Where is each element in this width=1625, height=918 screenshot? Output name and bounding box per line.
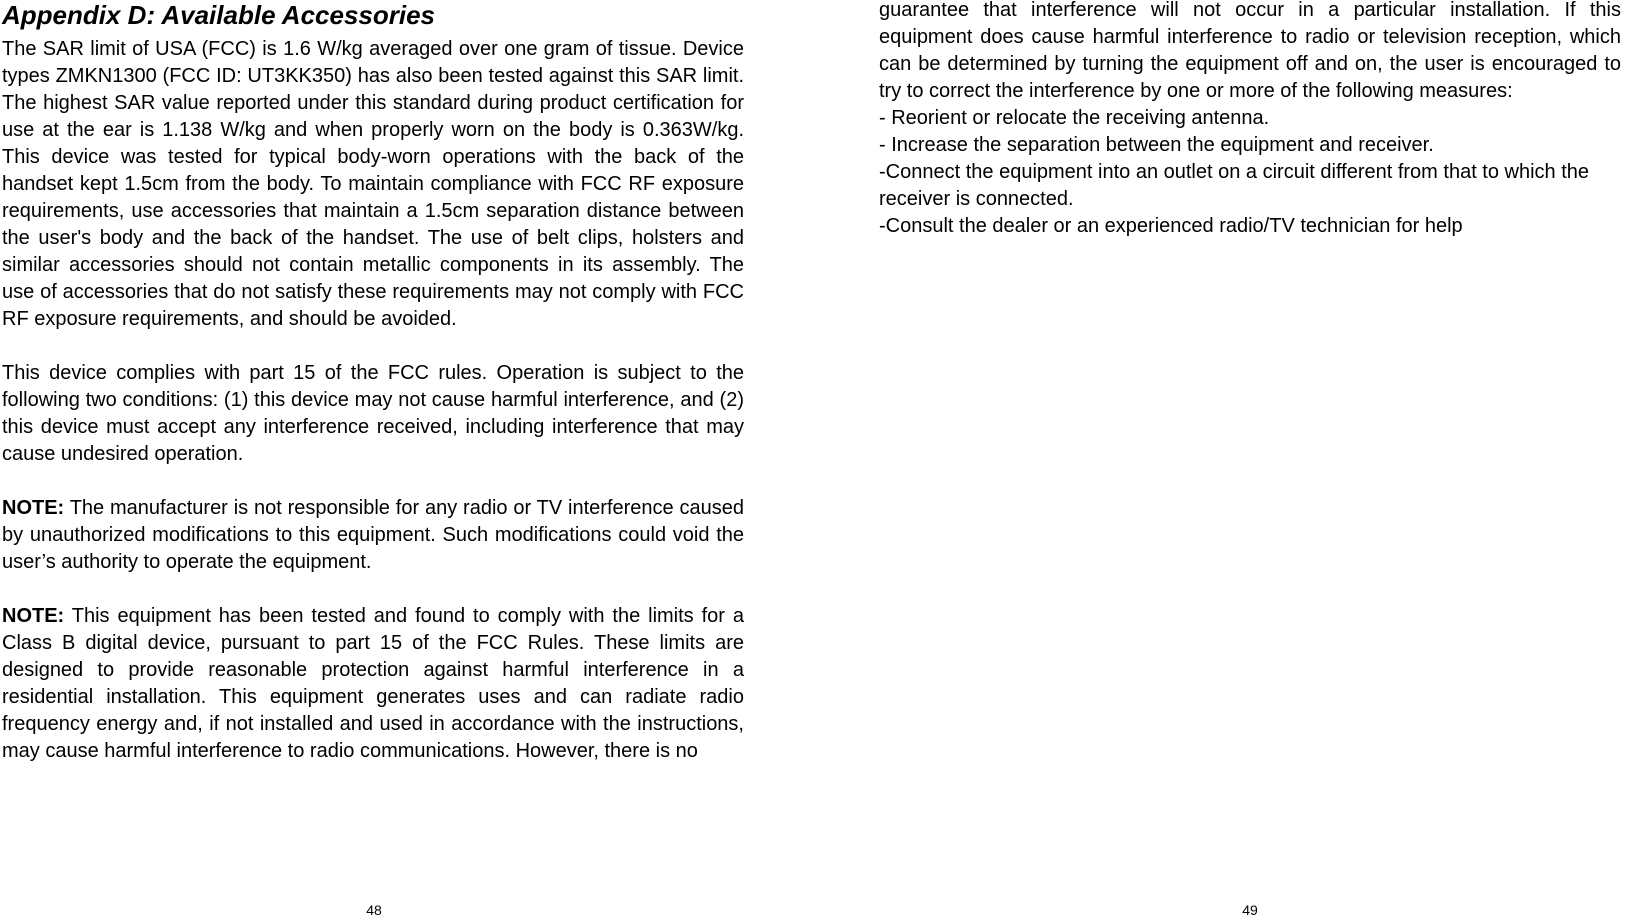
measure-item: -Connect the equipment into an outlet on a circuit different from that to which the receiver is connected. (879, 161, 1590, 210)
page-number-left: 48 (366, 902, 382, 918)
note-label: NOTE: (2, 497, 65, 519)
right-page-content (879, 0, 1621, 240)
sar-paragraph: The SAR limit of USA (FCC) is 1.6 W/kg averaged over one gram of tissue. Device types ZMKN1300 (FCC ID: UT3KK350) has also been tested against this SAR limit. The highest SAR value reported under this standard during product certification for use at the ear is 1.138 W/kg and when properly worn on the body is 0.363W/kg. This device was tested for typical body-worn operations with the back of the handset kept 1.5cm from the body. To maintain compliance with FCC RF exposure requirements, use accessories that maintain a 1.5cm separation distance between the user's body and the back of the handset. The use of belt clips, holsters and similar accessories should not contain metallic components in its assembly. The use of accessories that do not satisfy these requirements may not comply with FCC RF exposure requirements, and should be avoided. (2, 38, 744, 330)
note-text: This equipment has been tested and found to comply with the limits for a Class B digital device, pursuant to part 15 of the FCC Rules. These limits are designed to provide reasonable protection against harmful interference in a residential installation. This equipment generates uses and can radiate radio frequency energy and, if not installed and used in accordance with the instructions, may cause harmful interference to radio communications. However, there is no (2, 605, 744, 762)
note-class-b-device (2, 603, 744, 765)
left-page (2, 0, 744, 918)
note-text: The manufacturer is not responsible for any radio or TV interference caused by unauthorized modifications to this equipment. Such modifications could void the user’s authority to operate the equipment. (2, 497, 744, 573)
measure-item: - Increase the separation between the equipment and receiver. (879, 134, 1434, 156)
page-number-right: 49 (1242, 902, 1258, 918)
note-unauthorized-modifications (2, 495, 744, 576)
interference-continuation-paragraph: guarantee that interference will not occur in a particular installation. If this equipment does cause harmful interference to radio or television reception, which can be determined by turning the equipment off and on, the user is encouraged to try to correct the interference by one or more of the following measures: (879, 0, 1621, 102)
measure-item: - Reorient or relocate the receiving antenna. (879, 107, 1270, 129)
appendix-heading: Appendix D: Available Accessories (2, 0, 436, 30)
measure-item: -Consult the dealer or an experienced radio/TV technician for help (879, 215, 1463, 237)
part15-paragraph: This device complies with part 15 of the FCC rules. Operation is subject to the following two conditions: (1) this device may not cause harmful interference, and (2) this device must accept any interference received, including interference that may cause undesired operation. (2, 362, 744, 465)
right-page (879, 0, 1621, 918)
note-label: NOTE: (2, 605, 65, 627)
